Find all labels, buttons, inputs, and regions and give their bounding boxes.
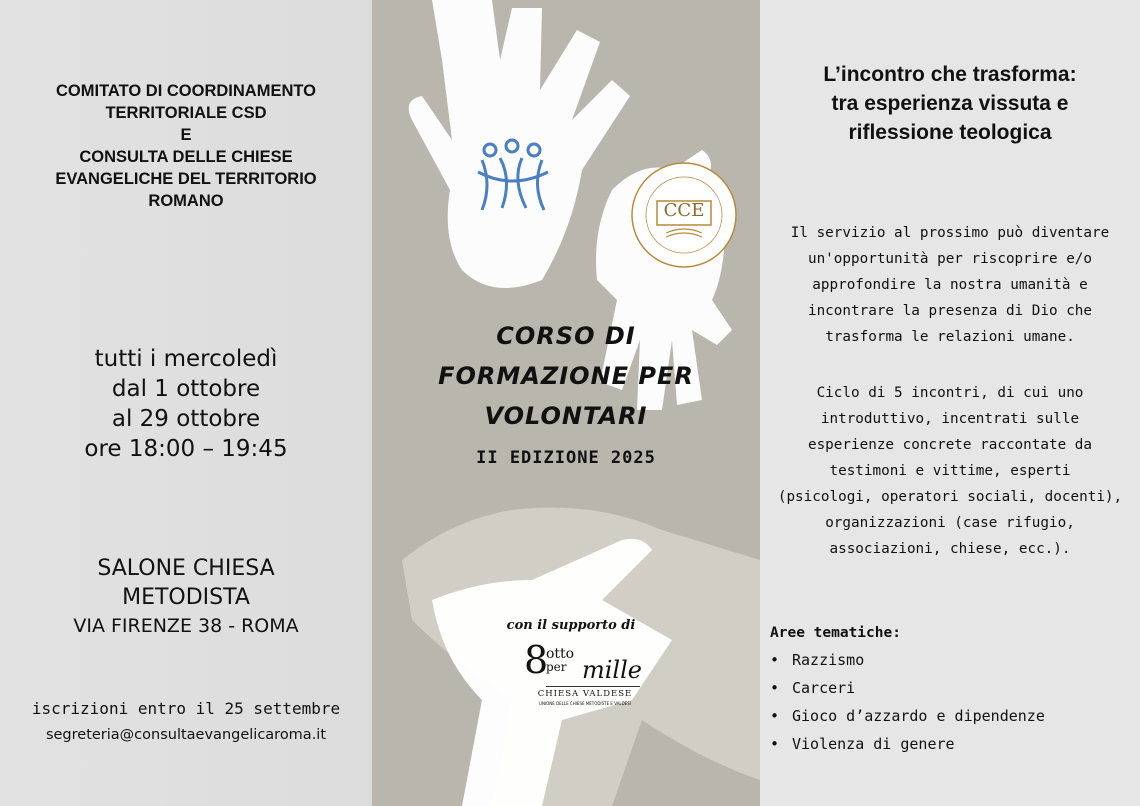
bullet-icon: • [770, 707, 780, 725]
list-item-label: Carceri [792, 679, 856, 697]
bullet-icon: • [770, 735, 780, 753]
edition-label: II EDIZIONE 2025 [476, 448, 656, 468]
signup-block [0, 696, 372, 748]
schedule-block [10, 344, 362, 464]
thematic-areas-list [770, 646, 1120, 758]
schedule-line: tutti i mercoledì [94, 346, 278, 372]
list-item [770, 674, 1120, 702]
organizer-block [10, 80, 362, 212]
cycle-line: testimoni e vittime, esperti [829, 463, 1071, 479]
cce-logo-text: CCE [663, 200, 705, 221]
list-item [770, 646, 1120, 674]
cycle-line: organizzazioni (case rifugio, [825, 515, 1075, 531]
theme-title [770, 60, 1130, 147]
bullet-icon: • [770, 651, 780, 669]
list-item-label: Razzismo [792, 651, 865, 669]
cycle-line: (psicologi, operatori sociali, docenti), [777, 489, 1123, 505]
cycle-paragraph [772, 380, 1128, 562]
organizer-line: COMITATO DI COORDINAMENTO [55, 82, 317, 100]
otto-logo-number: 8 [524, 638, 549, 682]
venue-line: METODISTA [122, 585, 250, 610]
organizer-line: TERRITORIALE CSD [105, 104, 267, 122]
bullet-icon: • [770, 679, 780, 697]
venue-block [10, 554, 362, 641]
otto-logo-word-mille: mille [582, 656, 642, 684]
course-title-line: CORSO DI [496, 322, 636, 350]
course-title-line: VOLONTARI [484, 402, 648, 430]
list-item-label: Violenza di genere [792, 735, 955, 753]
organizer-line: EVANGELICHE DEL TERRITORIO [55, 170, 317, 188]
organizer-line: E [180, 126, 192, 144]
intro-line: Il servizio al prossimo può diventare [790, 225, 1110, 241]
otto-logo-word-otto: otto [546, 646, 575, 662]
intro-line: un'opportunità per riscoprire e/o [807, 251, 1093, 267]
list-item [770, 702, 1120, 730]
course-title-line: FORMAZIONE PER [438, 362, 694, 390]
schedule-line: ore 18:00 – 19:45 [84, 436, 288, 462]
intro-paragraph [772, 220, 1128, 350]
venue-address: VIA FIRENZE 38 - ROMA [73, 615, 299, 637]
otto-logo-divider [546, 686, 640, 687]
intro-line: approfondire la nostra umanità e [812, 277, 1088, 293]
thematic-areas [770, 620, 1120, 758]
venue-line: SALONE CHIESA [97, 556, 275, 581]
list-item-label: Gioco d’azzardo e dipendenze [792, 707, 1045, 725]
intro-line: trasforma le relazioni umane. [825, 329, 1075, 345]
organizer-line: ROMANO [148, 192, 224, 210]
list-item [770, 730, 1120, 758]
schedule-line: dal 1 ottobre [111, 376, 261, 402]
organizer-line: CONSULTA DELLE CHIESE [79, 148, 293, 166]
cycle-line: esperienze concrete raccontate da [807, 437, 1093, 453]
contact-email[interactable]: segreteria@consultaevangelicaroma.it [45, 727, 327, 743]
theme-title-line: L’incontro che trasforma: [823, 63, 1077, 86]
cycle-line: associazioni, chiese, ecc.). [829, 541, 1071, 557]
otto-logo-word-per: per [546, 660, 567, 674]
course-title [372, 316, 760, 436]
theme-title-line: tra esperienza vissuta e [831, 92, 1069, 115]
cycle-line: Ciclo di 5 incontri, di cui uno [816, 385, 1084, 401]
intro-line: incontrare la presenza di Dio che [807, 303, 1093, 319]
thematic-areas-title: Aree tematiche: [770, 625, 901, 641]
cycle-line: introduttivo, incentrati sulle [820, 411, 1080, 427]
signup-deadline: iscrizioni entro il 25 settembre [31, 699, 341, 718]
otto-logo-church: CHIESA VALDESE [537, 689, 633, 699]
otto-logo-union: UNIONE DELLE CHIESE METODISTE E VALDESI [539, 701, 631, 706]
theme-title-line: riflessione teologica [848, 121, 1052, 144]
schedule-line: al 29 ottobre [111, 406, 261, 432]
support-label: con il supporto di [506, 618, 636, 633]
